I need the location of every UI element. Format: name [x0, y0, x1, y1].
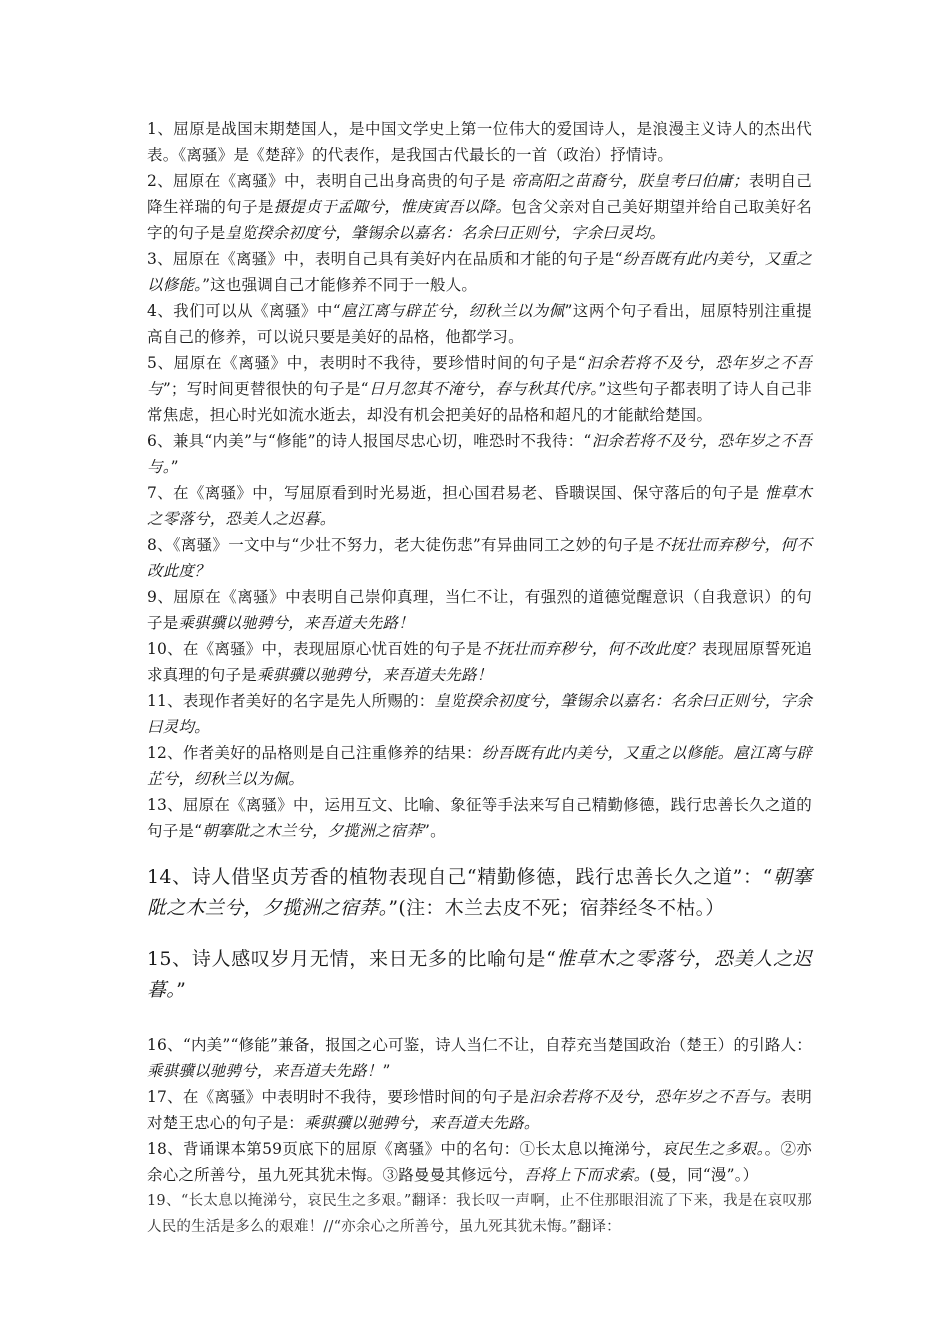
item-7: 7、在《离骚》中，写屈原看到时光易逝，担心国君易老、昏聩误国、保守落后的句子是 惟草木之零落兮，恐美人之迟暮。	[147, 484, 812, 528]
item-6: 6、兼具“内美”与“修能”的诗人报国尽忠心切，唯恐时不我待：“汩余若将不及兮，恐年岁之不吾与。”	[147, 432, 813, 476]
item-15: 15、诗人感叹岁月无情，来日无多的比喻句是“惟草木之零落兮，恐美人之迟暮。”	[147, 948, 812, 1001]
item-19: 19、“长太息以掩涕兮，哀民生之多艰。”翻译：我长叹一声啊，止不住那眼泪流了下来，我是在哀叹那人民的生活是多么的艰难！//“亦余心之所善兮，虽九死其犹未悔。”翻译：	[147, 1193, 812, 1235]
item-4: 4、我们可以从《离骚》中“扈江离与辟芷兮，纫秋兰以为佩”这两个句子看出，屈原特别注重提高自己的修养，可以说只要是美好的品格，他都学习。	[147, 302, 812, 346]
item-11: 11、表现作者美好的名字是先人所赐的：皇览揆余初度兮，肇锡余以嘉名：名余曰正则兮，字余曰灵均。	[147, 692, 812, 736]
item-5: 5、屈原在《离骚》中，表明时不我待，要珍惜时间的句子是“汩余若将不及兮，恐年岁之不吾与”；写时间更替很快的句子是“日月忽其不淹兮，春与秋其代序。”这些句子都表明了诗人自己非常焦虑，担心时光如流水逝去，却没有机会把美好的品格和超凡的才能献给楚国。	[147, 354, 813, 424]
item-16: 16、“内美”“修能”兼备，报国之心可鉴，诗人当仁不让，自荐充当楚国政治（楚王）的引路人：乘骐骥以驰骋兮，来吾道夫先路！”	[147, 1036, 812, 1080]
item-12: 12、作者美好的品格则是自己注重修养的结果：纷吾既有此内美兮，又重之以修能。扈江离与辟芷兮，纫秋兰以为佩。	[147, 744, 813, 788]
item-9: 9、屈原在《离骚》中表明自己崇仰真理，当仁不让，有强烈的道德觉醒意识（自我意识）的句子是乘骐骥以驰骋兮，来吾道夫先路！	[147, 588, 812, 632]
item-10: 10、在《离骚》中，表现屈原心忧百姓的句子是不抚壮而弃秽兮，何不改此度？表现屈原誓死追求真理的句子是乘骐骥以驰骋兮，来吾道夫先路！	[147, 640, 812, 684]
item-1: 1、屈原是战国末期楚国人，是中国文学史上第一位伟大的爱国诗人，是浪漫主义诗人的杰出代表。《离骚》是《楚辞》的代表作，是我国古代最长的一首（政治）抒情诗。	[147, 120, 812, 164]
item-8: 8、《离骚》一文中与“少壮不努力，老大徒伤悲”有异曲同工之妙的句子是不抚壮而弃秽兮，何不改此度？	[147, 536, 812, 580]
item-17: 17、在《离骚》中表明时不我待，要珍惜时间的句子是汩余若将不及兮，恐年岁之不吾与。表明对楚王忠心的句子是：乘骐骥以驰骋兮，来吾道夫先路。	[147, 1088, 812, 1132]
item-3: 3、屈原在《离骚》中，表明自己具有美好内在品质和才能的句子是“纷吾既有此内美兮，又重之以修能。”这也强调自己才能修养不同于一般人。	[147, 250, 812, 294]
document-body	[147, 116, 812, 1240]
item-18: 18、背诵课本第59页底下的屈原《离骚》中的名句：①长太息以掩涕兮，哀民生之多艰。。②亦余心之所善兮，虽九死其犹未悔。③路曼曼其修远兮，吾将上下而求索。(曼，同“漫”。）	[147, 1140, 812, 1184]
item-14: 14、诗人借坚贞芳香的植物表现自己“精勤修德，践行忠善长久之道”：“朝搴阰之木兰兮，夕揽洲之宿莽。”(注：木兰去皮不死；宿莽经冬不枯。）	[147, 866, 812, 919]
item-2: 2、屈原在《离骚》中，表明自己出身高贵的句子是 帝高阳之苗裔兮，朕皇考曰伯庸；表明自己降生祥瑞的句子是摄提贞于孟陬兮，惟庚寅吾以降。包含父亲对自己美好期望并给自己取美好名字的句子是皇览揆余初度兮，肇锡余以嘉名：名余曰正则兮，字余曰灵均。	[147, 172, 812, 242]
item-13: 13、屈原在《离骚》中，运用互文、比喻、象征等手法来写自己精勤修德，践行忠善长久之道的句子是“朝搴阰之木兰兮，夕揽洲之宿莽”。	[147, 796, 812, 840]
